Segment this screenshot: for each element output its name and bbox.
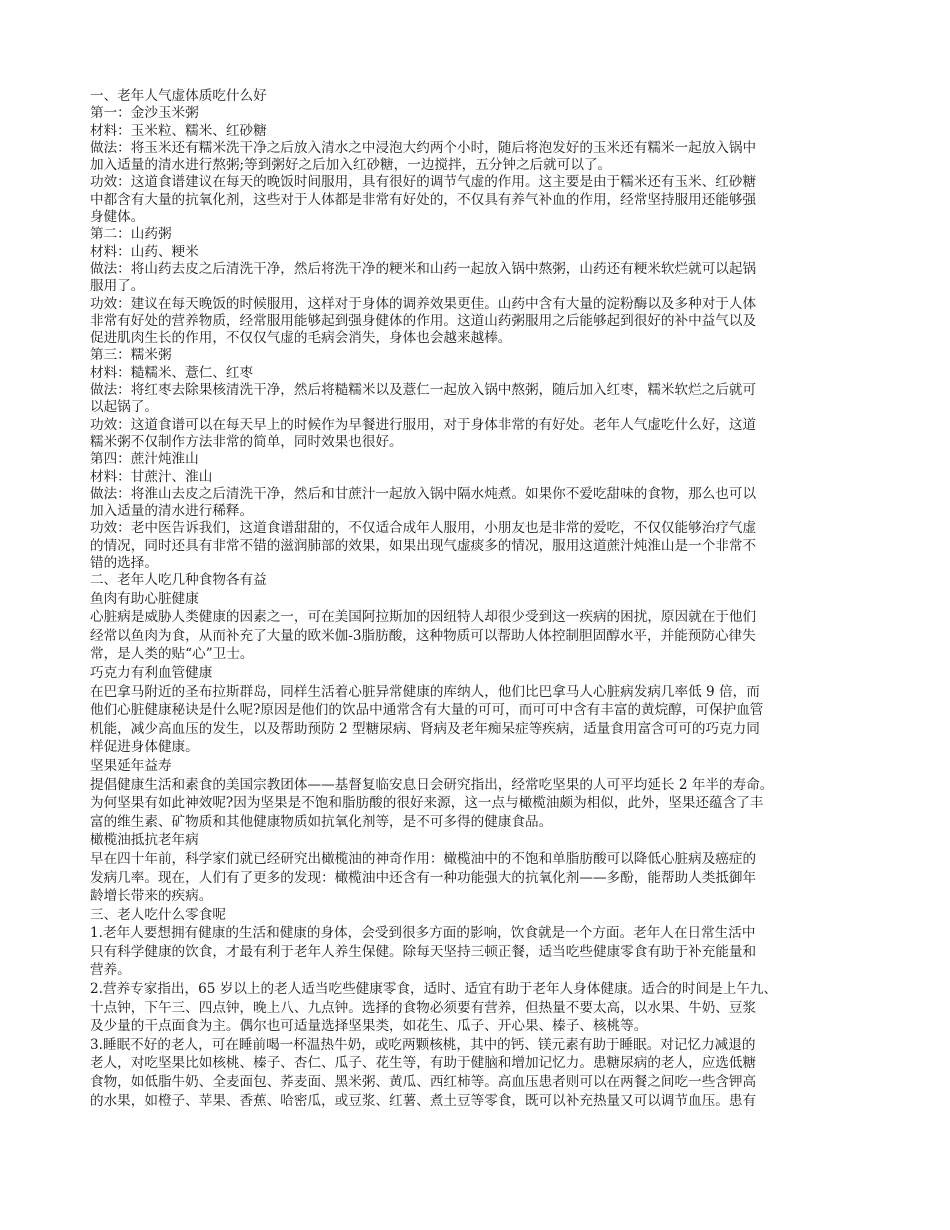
- text-line: 功效：建议在每天晚饭的时候服用，这样对于身体的调养效果更佳。山药中含有大量的淀粉酶以及多种对于人体: [90, 295, 757, 312]
- text-line: 材料：山药、粳米: [90, 243, 199, 260]
- text-line: 三、老人吃什么零食呢: [90, 906, 226, 923]
- text-line: 材料：甘蔗汁、淮山: [90, 468, 213, 485]
- text-line: 他们心脏健康秘诀是什么呢?原因是他们的饮品中通常含有大量的可可，而可可中含有丰富的黄烷醇，可保护血管: [90, 702, 764, 719]
- text-line: 鱼肉有助心脏健康: [90, 590, 199, 607]
- text-line: 服用了。: [90, 278, 145, 295]
- text-line: 的水果，如橙子、苹果、香蕉、哈密瓜，或豆浆、红薯、煮土豆等零食，既可以补充热量又可以调节血压。患有: [90, 1092, 757, 1109]
- text-line: 及少量的干点面食为主。偶尔也可适量选择坚果类，如花生、瓜子、开心果、榛子、核桃等。: [90, 1018, 648, 1035]
- text-line: 龄增长带来的疾病。: [90, 888, 213, 905]
- text-line: 做法：将山药去皮之后清洗干净，然后将洗干净的粳米和山药一起放入锅中熬粥，山药还有粳米软烂就可以起锅: [90, 260, 757, 277]
- text-line: 材料：玉米粒、糯米、红砂糖: [90, 122, 267, 139]
- text-line: 非常有好处的营养物质，经常服用能够起到强身健体的作用。这道山药粥服用之后能够起到很好的补中益气以及: [90, 312, 757, 329]
- text-line: 的情况，同时还具有非常不错的滋润肺部的效果，如果出现气虚痰多的情况，服用这道蔗汁炖淮山是一个非常不: [90, 537, 757, 554]
- document-body: [90, 88, 870, 1110]
- text-line: 巧克力有利血管健康: [90, 664, 213, 681]
- text-line: 在巴拿马附近的圣布拉斯群岛，同样生活着心脏异常健康的库纳人，他们比巴拿马人心脏病发病几率低 9 倍，而: [90, 683, 760, 700]
- text-line: 做法：将淮山去皮之后清洗干净，然后和甘蔗汁一起放入锅中隔水炖煮。如果你不爱吃甜味的食物，那么也可以: [90, 485, 757, 502]
- text-line: 营养。: [90, 962, 131, 979]
- text-line: 二、老年人吃几种食物各有益: [90, 572, 267, 589]
- text-line: 经常以鱼肉为食，从而补充了大量的欧米伽-3脂肪酸，这种物质可以帮助人体控制胆固醇水平，并能预防心律失: [90, 627, 756, 644]
- text-line: 早在四十年前，科学家们就已经研究出橄榄油的神奇作用：橄榄油中的不饱和单脂肪酸可以降低心脏病及癌症的: [90, 850, 757, 867]
- text-line: 错的选择。: [90, 555, 158, 572]
- text-line: 促进肌肉生长的作用，不仅仅气虚的毛病会消失，身体也会越来越棒。: [90, 330, 512, 347]
- text-line: 第四：蔗汁炖淮山: [90, 451, 199, 468]
- text-line: 只有科学健康的饮食，才最有利于老年人养生保健。除每天坚持三顿正餐，适当吃些健康零食有助于补充能量和: [90, 943, 757, 960]
- text-line: 橄榄油抵抗老年病: [90, 832, 199, 849]
- text-line: 加入适量的清水进行熬粥;等到粥好之后加入红砂糖，一边搅拌，五分钟之后就可以了。: [90, 157, 612, 174]
- text-line: 常，是人类的贴“心”卫士。: [90, 646, 254, 663]
- text-line: 以起锅了。: [90, 399, 158, 416]
- text-line: 一、老年人气虚体质吃什么好: [90, 88, 267, 104]
- text-line: 十点钟，下午三、四点钟，晚上八、九点钟。选择的食物必须要有营养，但热量不要太高，以水果、牛奶、豆浆: [90, 999, 757, 1016]
- text-line: 中都含有大量的抗氧化剂，这些对于人体都是非常有好处的，不仅具有养气补血的作用，经常坚持服用还能够强: [90, 191, 757, 208]
- text-line: 1.老年人要想拥有健康的生活和健康的身体，会受到很多方面的影响，饮食就是一个方面。老年人在日常生活中: [90, 925, 756, 942]
- text-line: 为何坚果有如此神效呢?因为坚果是不饱和脂肪酸的很好来源，这一点与橄榄油颇为相似，此外，坚果还蕴含了丰: [90, 795, 764, 812]
- text-line: 老人，对吃坚果比如核桃、榛子、杏仁、瓜子、花生等，有助于健脑和增加记忆力。患糖尿病的老人，应选低糖: [90, 1055, 757, 1072]
- text-line: 材料：糙糯米、薏仁、红枣: [90, 364, 254, 381]
- text-line: 2.营养专家指出，65 岁以上的老人适当吃些健康零食，适时、适宜有助于老年人身体健康。适合的时间是上午九、: [90, 981, 778, 998]
- text-line: 坚果延年益寿: [90, 757, 172, 774]
- text-line: 第二：山药粥: [90, 226, 172, 243]
- text-line: 富的维生素、矿物质和其他健康物质如抗氧化剂等，是不可多得的健康食品。: [90, 813, 553, 830]
- text-line: 糯米粥不仅制作方法非常的简单，同时效果也很好。: [90, 433, 403, 450]
- text-line: 心脏病是威胁人类健康的因素之一，可在美国阿拉斯加的因纽特人却很少受到这一疾病的困扰，原因就在于他们: [90, 609, 757, 626]
- text-line: 食物，如低脂牛奶、全麦面包、荞麦面、黑米粥、黄瓜、西红柿等。高血压患者则可以在两餐之间吃一些含钾高: [90, 1074, 757, 1091]
- text-line: 身健体。: [90, 209, 145, 226]
- text-line: 做法：将玉米还有糯米洗干净之后放入清水之中浸泡大约两个小时，随后将泡发好的玉米还有糯米一起放入锅中: [90, 139, 757, 156]
- text-line: 发病几率。现在，人们有了更多的发现：橄榄油中还含有一种功能强大的抗氧化剂——多酚，能帮助人类抵御年: [90, 869, 757, 886]
- text-line: 第一：金沙玉米粥: [90, 105, 199, 122]
- text-line: 机能，减少高血压的发生，以及帮助预防 2 型糖尿病、肾病及老年痴呆症等疾病，适量食用富含可可的巧克力同: [90, 720, 760, 737]
- text-line: 功效：这道食谱建议在每天的晚饭时间服用，具有很好的调节气虚的作用。这主要是由于糯米还有玉米、红砂糖: [90, 174, 757, 191]
- text-line: 3.睡眠不好的老人，可在睡前喝一杯温热牛奶，或吃两颗核桃，其中的钙、镁元素有助于睡眠。对记忆力减退的: [90, 1036, 756, 1053]
- text-line: 第三：糯米粥: [90, 347, 172, 364]
- text-line: 功效：这道食谱可以在每天早上的时候作为早餐进行服用，对于身体非常的有好处。老年人气虚吃什么好，这道: [90, 416, 757, 433]
- text-line: 提倡健康生活和素食的美国宗教团体——基督复临安息日会研究指出，经常吃坚果的人可平均延长 2 年半的寿命。: [90, 776, 774, 793]
- text-line: 功效：老中医告诉我们，这道食谱甜甜的，不仅适合成年人服用，小朋友也是非常的爱吃，不仅仅能够治疗气虚: [90, 520, 757, 537]
- text-line: 做法：将红枣去除果核清洗干净，然后将糙糯米以及薏仁一起放入锅中熬粥，随后加入红枣，糯米软烂之后就可: [90, 382, 757, 399]
- text-line: 加入适量的清水进行稀释。: [90, 503, 254, 520]
- text-line: 样促进身体健康。: [90, 739, 199, 756]
